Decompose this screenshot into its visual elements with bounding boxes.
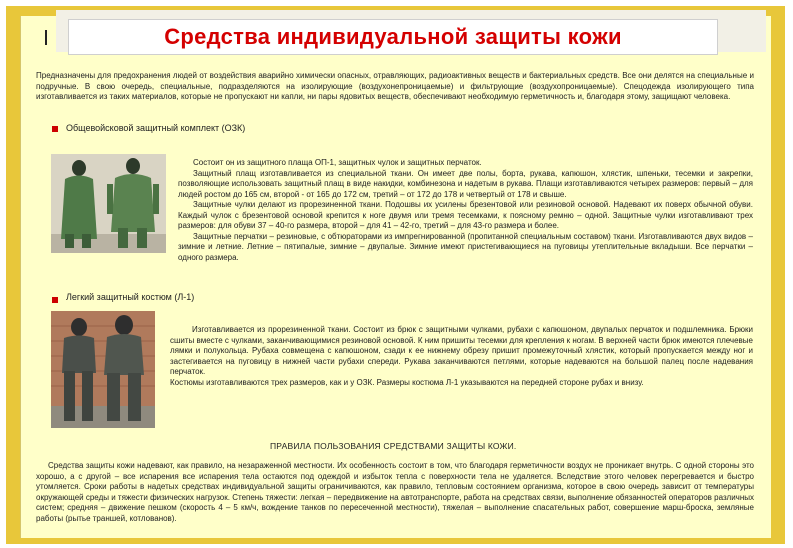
l1-paragraph-1: Изготавливается из прорезиненной ткани. Состоит из брюк с защитными чулками, рубахи с капюшоном, двупалых перчаток и подшлемника. Брюки сшиты вместе с чулками, заканчивающимися резиновой основой. К ним пришиты тесемки для крепления к ногам. В верхней части брюк имеются плечевые лямки и полукольца. Рубаха совмещена с капюшоном, сзади к ее нижнему обрезу пришит промежуточный хлястик, который пропускается между ног и застегивается на пуговицу в нижней части рубахи спереди. Рукава заканчиваются петлями, которые надеваются на большой палец после надевания перчаток.: [170, 325, 753, 376]
bullet-icon: [52, 126, 58, 132]
cursor-marker: [45, 30, 47, 45]
title-box: [68, 19, 718, 55]
intro-paragraph: Предназначены для предохранения людей от воздействия аварийно химически опасных, отравляющих, радиоактивных веществ и бактериальных средств. Все они делятся на специальные и подручные. В свою очередь, специальные, подразделяются на изолирующие (воздухонепроницаемые) и фильтрующие (воздухопроницаемые). Спецодежда изолирующего типа изготавливается из таких материалов, которые не пропускают ни капли, ни пары ядовитых веществ, обеспечивают необходимую герметичность и, благодаря этому, защищают человека.: [36, 71, 754, 101]
l1-paragraph-2: Костюмы изготавливаются трех размеров, как и у ОЗК. Размеры костюма Л-1 указываются на передней стороне рубах и внизу.: [170, 377, 644, 387]
rules-paragraph: Средства защиты кожи надевают, как правило, на незараженной местности. Их особенность состоит в том, что благодаря герметичности воздух не проникает внутрь. С одной стороны это хорошо, а с другой – все испарения все испарения тела остаются под одеждой и избыток тепла с поверхности тела не удаляется. Вследствие этого человек перегревается и быстро утомляется. Сроки работы в надетых средствах индивидуальной защиты ограничиваются, как правило, тепловым состоянием организма, которое в свою очередь зависит от температуры окружающей среды и тяжести физических нагрузок. Степень тяжести: легкая – передвижение на автотранспорте, работа на средствах связи, выполнение обязанностей операторов различных систем; средняя – движение пешком (скорость 4 – 5 км/ч, вождение танков по пересеченной местности), тяжелая – выполнение спасательных работ, совершение марш-броска, земляные работы (рытье траншей, котлованов).: [36, 461, 754, 523]
ozk-photo: [51, 154, 166, 253]
l1-photo: [51, 311, 155, 428]
ozk-paragraph-4: Защитные перчатки – резиновые, с обтюраторами из импрегнированной (пропитанной специальным составом) ткани. Изготавливаются двух видов – зимние и летние. Летние – пятипалые, зимние – двупалые. Зимние имеют пристегивающиеся на пуговицы утеплительные вкладыши. Все перчатки – одного размера.: [178, 231, 753, 262]
section1-heading: Общевойсковой защитный комплект (ОЗК): [66, 123, 246, 133]
page-title: Средства индивидуальной защиты кожи: [164, 24, 622, 49]
rules-title: ПРАВИЛА ПОЛЬЗОВАНИЯ СРЕДСТВАМИ ЗАЩИТЫ КОЖИ.: [270, 441, 517, 451]
ozk-paragraph-1: Состоит он из защитного плаща ОП-1, защитных чулок и защитных перчаток.: [193, 158, 482, 167]
ozk-text: [178, 158, 753, 263]
ozk-paragraph-3: Защитные чулки делают из прорезиненной ткани. Подошвы их усилены брезентовой или резиновой основой. Надевают их поверх обычной обуви. Каждый чулок с брезентовой основой крепится к ноге двумя или тремя тесемками, к поясному ремню – одной. Защитные чулки изготавливают трех размеров: для обуви 37 – 40-го размера, второй – для 41 – 42-го, третий – для 43-го размера и более.: [178, 200, 753, 230]
section2-heading: Легкий защитный костюм (Л-1): [66, 292, 195, 302]
l1-text: [170, 325, 753, 388]
ozk-paragraph-2: Защитный плащ изготавливается из специальной ткани. Он имеет две полы, борта, рукава, капюшон, хлястик, шпеньки, тесемки и закрепки, позволяющие использовать защитный плащ в виде накидки, комбинезона и надетым в рукава. Плащи изготавливаются четырех размеров: первый – для людей ростом до 165 см, второй - от 165 до 172 см, третий – от 172 до 178 и четвертый от 178 и свыше.: [178, 168, 753, 199]
bullet-icon: [52, 297, 58, 303]
